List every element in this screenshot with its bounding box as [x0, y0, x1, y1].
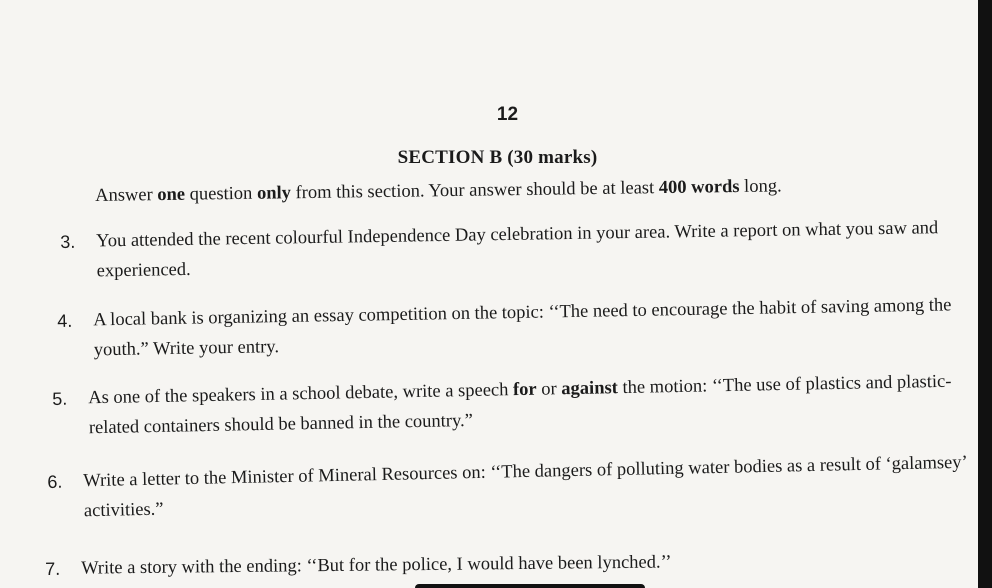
question-text-part: or — [536, 379, 562, 400]
instruction-text: question — [184, 183, 258, 205]
bottom-edge-shadow — [415, 584, 645, 588]
question-text — [52, 366, 968, 444]
question-number: 5. — [52, 388, 68, 409]
question-item — [45, 545, 945, 584]
question-number: 4. — [57, 310, 73, 331]
section-instruction — [95, 175, 875, 207]
question-text-part: the motion: ‘‘The use of plastics and plastic-related containers should be banned in the country.” — [88, 371, 952, 439]
page-edge-shadow — [978, 0, 992, 588]
question-item — [52, 366, 968, 444]
section-title: SECTION B (30 marks) — [397, 147, 598, 168]
instruction-emphasis: one — [157, 184, 186, 206]
question-text: Write a story with the ending: ‘‘But for the police, I would have been lynched.’’ — [81, 552, 672, 579]
instruction-emphasis: only — [256, 183, 292, 204]
question-item — [57, 290, 958, 366]
question-emphasis: against — [561, 378, 619, 400]
instruction-emphasis: 400 words — [658, 177, 740, 199]
instruction-text: long. — [739, 176, 782, 198]
question-item — [60, 213, 956, 287]
question-text: You attended the recent colourful Independence Day celebration in your area. Write a report on what you saw and experienced. — [96, 218, 939, 282]
question-item — [47, 448, 978, 527]
question-number: 6. — [47, 471, 63, 492]
question-emphasis: for — [512, 379, 537, 401]
question-text-part: As one of the speakers in a school debate, write a speech — [88, 380, 514, 409]
question-text: Write a letter to the Minister of Mineral Resources on: ‘‘The dangers of polluting water bodies as a result of ‘galamsey’ activities.” — [83, 452, 967, 522]
question-number: 3. — [60, 231, 76, 252]
question-text: A local bank is organizing an essay competition on the topic: ‘‘The need to encourage the habit of saving among the youth.” Write your entry. — [93, 295, 952, 361]
instruction-text: from this section. Your answer should be at least — [290, 178, 659, 204]
page-number: 12 — [496, 104, 519, 125]
instruction-text: Answer — [95, 185, 158, 206]
question-number: 7. — [45, 558, 61, 579]
